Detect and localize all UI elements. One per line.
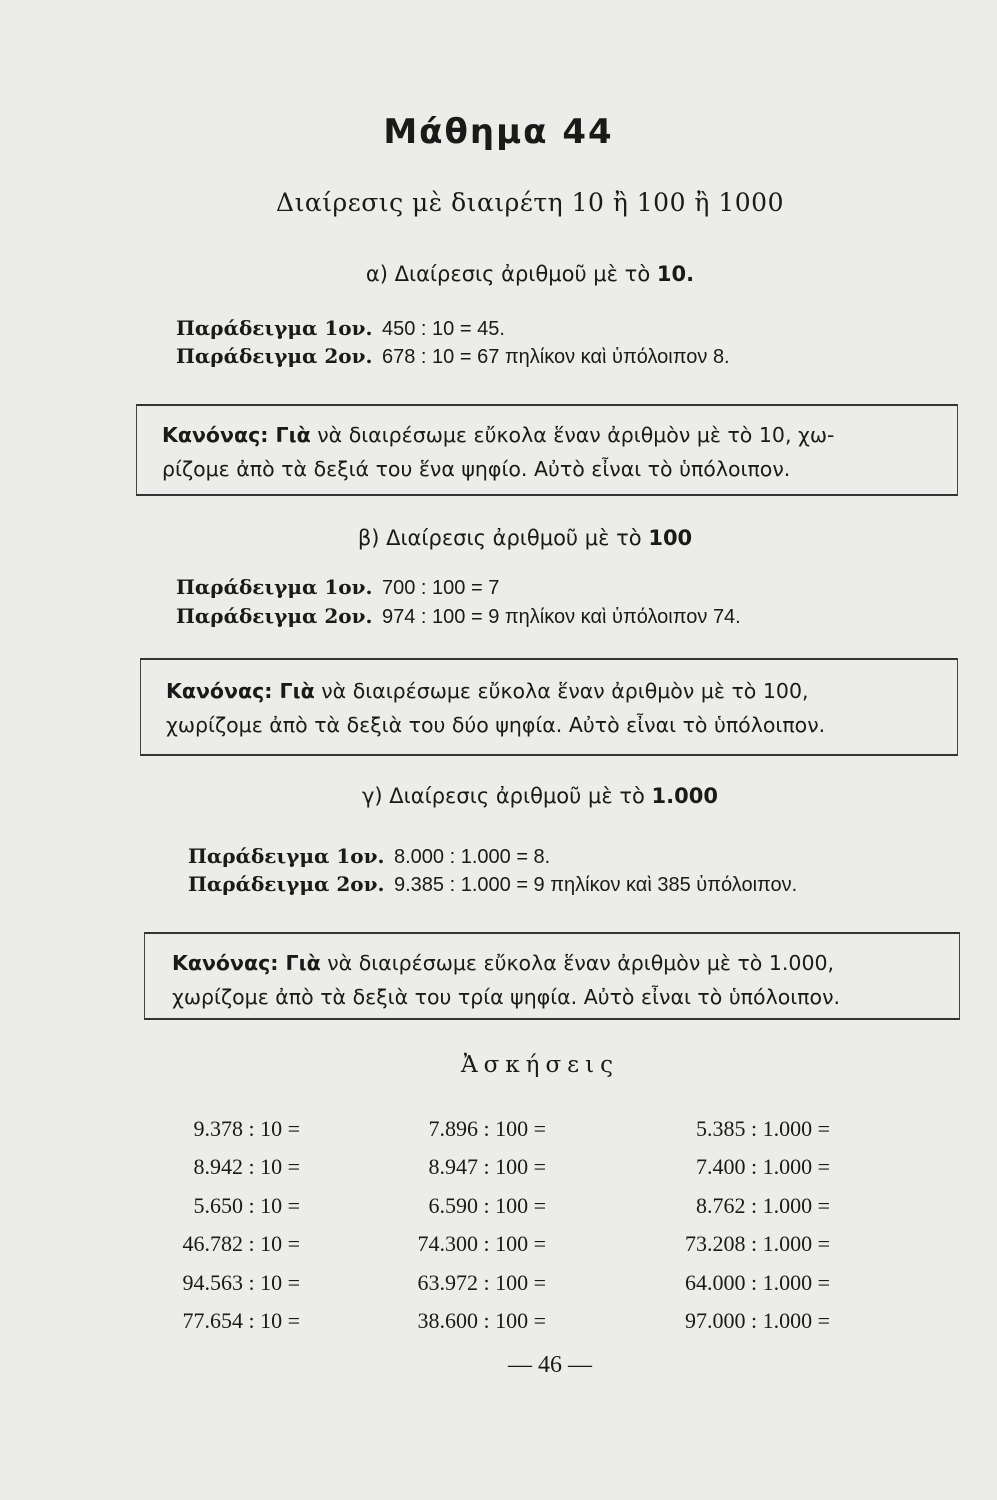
rule-line-1-text: νὰ διαιρέσωμε εὔκολα ἕναν ἀριθμὸν μὲ τὸ 10, χω- bbox=[317, 423, 835, 447]
exercise-item: 7.896 : 100 = bbox=[428, 1116, 546, 1141]
example-text: 8.000 : 1.000 = 8. bbox=[394, 846, 551, 868]
section-b-example-1 bbox=[176, 575, 499, 600]
example-label: Παράδειγμα 1ον. bbox=[176, 575, 373, 599]
rule-line-1 bbox=[166, 674, 825, 708]
rule-line-2: ρίζομε ἀπὸ τὰ δεξιά του ἕνα ψηφίο. Αὐτὸ εἶναι τὸ ὑπόλοιπον. bbox=[162, 457, 791, 481]
page-title: Μάθημα 44 bbox=[383, 112, 614, 152]
section-a-example-2 bbox=[176, 344, 730, 369]
rule-line-2: χωρίζομε ἀπὸ τὰ δεξιὰ του δύο ψηφία. Αὐτὸ εἶναι τὸ ὑπόλοιπον. bbox=[166, 713, 826, 737]
lesson-subtitle: Διαίρεσις μὲ διαιρέτη 10 ἢ 100 ἢ 1000 bbox=[276, 188, 784, 217]
rule-lead: Κανόνας: Γιὰ bbox=[162, 423, 311, 447]
exercise-item: 97.000 : 1.000 = bbox=[684, 1307, 830, 1333]
section-a-heading-prefix: α) Διαίρεσις ἀριθμοῦ μὲ τὸ bbox=[365, 262, 651, 286]
example-text: 450 : 10 = 45. bbox=[382, 318, 505, 340]
section-a-heading bbox=[0, 262, 997, 286]
exercise-column-1 bbox=[118, 1110, 300, 1340]
rule-line-1-text: νὰ διαιρέσωμε εὔκολα ἕναν ἀριθμὸν μὲ τὸ 1.000, bbox=[327, 951, 835, 975]
example-label: Παράδειγμα 2ον. bbox=[188, 872, 385, 896]
exercises-heading: Ἀσκήσεις bbox=[461, 1052, 619, 1078]
example-label: Παράδειγμα 1ον. bbox=[176, 316, 373, 340]
page-number: — 46 — bbox=[508, 1352, 592, 1378]
section-a-rule-text bbox=[162, 418, 834, 486]
example-label: Παράδειγμα 2ον. bbox=[176, 604, 373, 628]
exercise-item: 46.782 : 10 = bbox=[182, 1231, 300, 1257]
exercise-item: 7.400 : 1.000 = bbox=[695, 1154, 830, 1180]
rule-line-1 bbox=[162, 418, 834, 452]
exercise-item: 9.378 : 10 = bbox=[193, 1116, 300, 1141]
example-text: 678 : 10 = 67 πηλίκον καὶ ὑπόλοιπον 8. bbox=[382, 346, 730, 368]
example-text: 9.385 : 1.000 = 9 πηλίκον καὶ 385 ὑπόλοιπον. bbox=[394, 874, 798, 896]
example-text: 700 : 100 = 7 bbox=[382, 577, 500, 599]
section-b-heading bbox=[0, 526, 997, 550]
exercise-item: 74.300 : 100 = bbox=[417, 1231, 546, 1257]
exercise-item: 94.563 : 10 = bbox=[182, 1269, 300, 1295]
example-text: 974 : 100 = 9 πηλίκον καὶ ὑπόλοιπον 74. bbox=[382, 606, 741, 628]
section-b-heading-number: 100 bbox=[648, 526, 693, 550]
example-label: Παράδειγμα 1ον. bbox=[188, 844, 385, 868]
rule-line-1 bbox=[172, 946, 840, 980]
exercise-column-2 bbox=[350, 1110, 546, 1340]
exercise-item: 38.600 : 100 = bbox=[417, 1307, 546, 1333]
section-a-example-1 bbox=[176, 316, 505, 341]
section-c-rule-text bbox=[172, 946, 840, 1014]
exercise-item: 8.762 : 1.000 = bbox=[695, 1192, 830, 1218]
exercise-item: 73.208 : 1.000 = bbox=[684, 1231, 830, 1257]
section-c-heading bbox=[0, 784, 997, 808]
example-label: Παράδειγμα 2ον. bbox=[176, 344, 373, 368]
exercise-item: 8.947 : 100 = bbox=[428, 1154, 546, 1180]
exercise-item: 64.000 : 1.000 = bbox=[684, 1269, 830, 1295]
rule-lead: Κανόνας: Γιὰ bbox=[172, 951, 321, 975]
exercise-item: 63.972 : 100 = bbox=[417, 1269, 546, 1295]
exercise-item: 6.590 : 100 = bbox=[428, 1192, 546, 1218]
section-c-example-2 bbox=[188, 872, 797, 897]
rule-lead: Κανόνας: Γιὰ bbox=[166, 679, 315, 703]
exercise-item: 5.385 : 1.000 = bbox=[695, 1116, 830, 1141]
section-a-heading-number: 10. bbox=[656, 262, 695, 286]
section-b-example-2 bbox=[176, 604, 741, 629]
exercise-item: 5.650 : 10 = bbox=[193, 1192, 300, 1218]
section-c-heading-number: 1.000 bbox=[651, 784, 718, 808]
exercise-column-3 bbox=[596, 1110, 830, 1340]
rule-line-1-text: νὰ διαιρέσωμε εὔκολα ἕναν ἀριθμὸν μὲ τὸ 100, bbox=[321, 679, 809, 703]
rule-line-2: χωρίζομε ἀπὸ τὰ δεξιὰ του τρία ψηφία. Αὐτὸ εἶναι τὸ ὑπόλοιπον. bbox=[172, 985, 841, 1009]
exercise-item: 77.654 : 10 = bbox=[182, 1307, 300, 1333]
section-b-rule-text bbox=[166, 674, 825, 742]
exercise-item: 8.942 : 10 = bbox=[193, 1154, 300, 1180]
section-c-heading-prefix: γ) Διαίρεσις ἀριθμοῦ μὲ τὸ bbox=[362, 784, 645, 808]
section-c-example-1 bbox=[188, 844, 550, 869]
section-b-heading-prefix: β) Διαίρεσις ἀριθμοῦ μὲ τὸ bbox=[357, 526, 642, 550]
